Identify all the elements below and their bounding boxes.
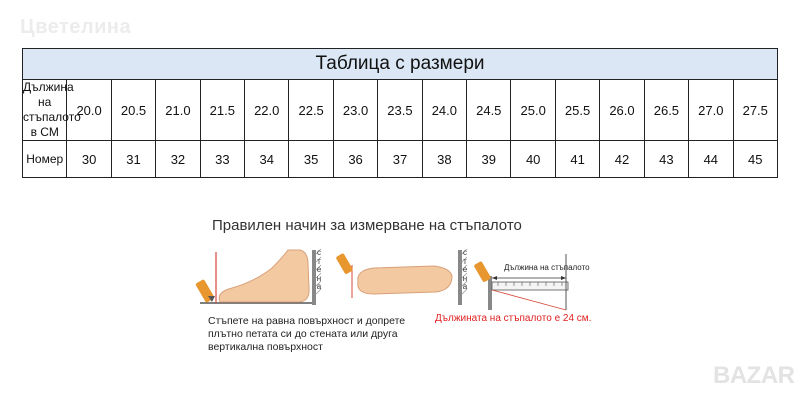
table-row-sizes: [23, 141, 778, 178]
caption-line-1: Стъпете на равна повърхност и допрете: [208, 315, 406, 327]
bazar-logo: BAZAR: [713, 362, 795, 389]
length-cell: 25.5: [555, 80, 599, 141]
length-cell: 27.0: [689, 80, 733, 141]
length-cell: 24.5: [467, 80, 511, 141]
length-cell: 26.5: [644, 80, 688, 141]
length-cell: 26.0: [600, 80, 644, 141]
length-cell: 22.5: [289, 80, 333, 141]
size-cell: 30: [67, 141, 111, 178]
caption-right: Дължината на стъпалото е 24 см.: [435, 313, 592, 324]
size-cell: 44: [689, 141, 733, 178]
size-cell: 32: [156, 141, 200, 178]
caption-left: [208, 315, 405, 354]
size-cell: 37: [378, 141, 422, 178]
size-cell: 45: [733, 141, 778, 178]
size-cell: 39: [467, 141, 511, 178]
size-cell: 42: [600, 141, 644, 178]
table-row-lengths: [23, 80, 778, 141]
length-cell: 20.0: [67, 80, 111, 141]
size-cell: 36: [333, 141, 377, 178]
foot-length-label: Дължина на стъпалото: [504, 263, 590, 272]
size-cell: 31: [111, 141, 155, 178]
length-cell: 21.5: [200, 80, 244, 141]
size-cell: 41: [555, 141, 599, 178]
length-cell: 27.5: [733, 80, 778, 141]
length-cell: 23.5: [378, 80, 422, 141]
size-cell: 35: [289, 141, 333, 178]
size-cell: 33: [200, 141, 244, 178]
size-cell: 38: [422, 141, 466, 178]
size-cell: 43: [644, 141, 688, 178]
caption-line-3: вертикална повърхност: [208, 341, 323, 353]
foot-side-illustration: [195, 249, 321, 305]
foot-top-illustration: [336, 249, 467, 305]
length-cell: 24.0: [422, 80, 466, 141]
watermark-text: Цветелина: [20, 16, 132, 38]
size-table: [22, 48, 778, 178]
row-label-size: Номер: [23, 141, 67, 178]
measure-title: Правилен начин за измерване на стъпалото: [212, 217, 522, 234]
row-label-length: Дължина на стъпалото в СМ: [23, 80, 81, 139]
size-cell: 40: [511, 141, 555, 178]
length-cell: 20.5: [111, 80, 155, 141]
length-cell: 22.0: [245, 80, 289, 141]
length-cell: 25.0: [511, 80, 555, 141]
length-cell: 23.0: [333, 80, 377, 141]
wall-label-right: с т е н а: [462, 248, 468, 291]
table-title: Таблица с размери: [23, 49, 778, 80]
caption-line-2: плътно петата си до стената или друга: [208, 328, 398, 340]
size-cell: 34: [245, 141, 289, 178]
wall-label-left: с т е н а: [316, 248, 322, 291]
length-cell: 21.0: [156, 80, 200, 141]
